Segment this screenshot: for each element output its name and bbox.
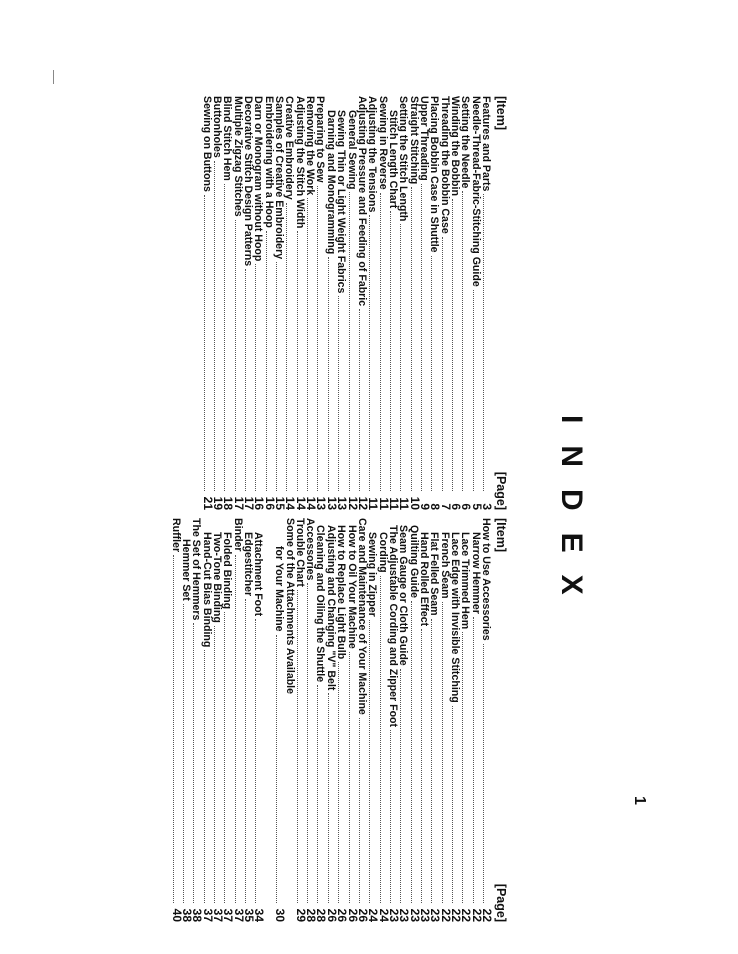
index-entry-page: 13 bbox=[324, 496, 339, 510]
dot-leader bbox=[204, 650, 212, 903]
index-entry-page: 9 bbox=[417, 503, 432, 510]
index-entry-label: Preparing to Sew bbox=[314, 96, 327, 183]
dot-leader bbox=[183, 604, 191, 903]
dot-leader bbox=[390, 730, 398, 903]
page-number: 1 bbox=[631, 796, 648, 805]
index-entry-page: 23 bbox=[428, 908, 443, 922]
dot-leader bbox=[431, 256, 439, 491]
dot-leader bbox=[452, 199, 460, 491]
index-entry-label: Lace Edge with Invisible Stitching bbox=[448, 532, 461, 703]
dot-leader bbox=[328, 693, 336, 903]
index-entry-label: Hand-Cut Bias Binding bbox=[200, 532, 213, 648]
right-index-column bbox=[171, 518, 510, 922]
index-entry bbox=[376, 96, 391, 510]
left-page-header: [Page] bbox=[494, 471, 508, 510]
index-entry-page: 15 bbox=[273, 496, 288, 510]
index-entry-label: Blind Stitch Hem bbox=[221, 96, 234, 181]
index-entry-label: Decorative Stitch Design Patterns bbox=[242, 96, 255, 267]
index-entry-page: 10 bbox=[407, 496, 422, 510]
index-entry-label: Sewing in Zipper bbox=[366, 532, 379, 617]
dot-leader bbox=[297, 231, 305, 491]
index-entry-label: Buttonholes bbox=[211, 96, 224, 158]
index-entry-page: 38 bbox=[190, 908, 205, 922]
index-entry bbox=[482, 518, 492, 922]
index-entry bbox=[314, 518, 329, 922]
index-entry-label: How to Replace Light Bulb bbox=[335, 525, 348, 660]
index-entry-page: 17 bbox=[242, 496, 257, 510]
index-entry-page: 23 bbox=[407, 908, 422, 922]
index-entry bbox=[428, 96, 443, 510]
index-entry-label: How to Use Accessories bbox=[480, 518, 492, 641]
dot-leader bbox=[307, 198, 315, 491]
dot-leader bbox=[255, 264, 263, 491]
index-entry-label: Adjusting Pressure and Feeding of Fabric bbox=[355, 96, 368, 307]
index-entry-page: 11 bbox=[366, 497, 381, 510]
index-entry-page: 22 bbox=[469, 908, 484, 922]
index-entry bbox=[428, 518, 443, 922]
index-entry-page: 22 bbox=[438, 908, 453, 922]
index-entry-page: 7 bbox=[438, 503, 453, 510]
index-entry bbox=[448, 96, 463, 510]
index-entry-page: 17 bbox=[231, 496, 246, 510]
index-entry bbox=[283, 96, 298, 510]
index-entry-label: Adjusting the Tensions bbox=[366, 96, 379, 213]
index-entry-label: Two-Tone Binding bbox=[211, 532, 224, 623]
dot-leader bbox=[328, 257, 336, 491]
index-entry-page: 38 bbox=[180, 908, 195, 922]
index-entry bbox=[242, 96, 257, 510]
dot-leader bbox=[255, 619, 263, 903]
index-entry bbox=[386, 96, 401, 510]
index-entry-label: Embroidering with a Hoop bbox=[262, 96, 275, 228]
dot-leader bbox=[359, 309, 367, 491]
index-entry-page: 3 bbox=[480, 503, 494, 510]
index-entry-page: 8 bbox=[428, 503, 443, 510]
index-entry bbox=[200, 96, 215, 510]
index-entry-label: Removing the Work bbox=[304, 96, 317, 196]
left-entry-list bbox=[202, 96, 492, 510]
index-entry-label: Ruffler bbox=[169, 518, 182, 553]
index-entry-label: Hand Rolled Effect bbox=[417, 532, 430, 627]
index-entry bbox=[293, 518, 308, 922]
dot-leader bbox=[390, 211, 398, 491]
dot-leader bbox=[193, 623, 201, 903]
index-entry bbox=[273, 96, 288, 510]
index-entry bbox=[469, 96, 484, 510]
index-entry-page: 29 bbox=[293, 908, 308, 922]
dot-leader bbox=[235, 555, 243, 903]
index-entry-label: Stitch Length Chart bbox=[386, 110, 399, 209]
index-entry bbox=[469, 518, 484, 922]
index-entry bbox=[252, 96, 267, 510]
index-entry bbox=[231, 518, 246, 922]
dot-leader bbox=[276, 635, 284, 903]
index-entry bbox=[482, 96, 492, 510]
dot-leader bbox=[442, 602, 450, 903]
dot-leader bbox=[307, 583, 315, 903]
right-column-header bbox=[492, 518, 510, 922]
index-entry-label: Straight Stitching bbox=[407, 96, 420, 185]
index-entry bbox=[221, 96, 236, 510]
right-item-header: [Item] bbox=[494, 518, 508, 553]
index-entry bbox=[314, 96, 329, 510]
dot-leader bbox=[359, 718, 367, 903]
dot-leader bbox=[266, 231, 274, 491]
index-entry-page: 12 bbox=[345, 496, 360, 510]
index-entry-page: 26 bbox=[345, 908, 360, 922]
index-entry-page: 23 bbox=[386, 908, 401, 922]
index-entry-label: Hemmer Set bbox=[180, 539, 193, 601]
dot-leader bbox=[224, 184, 232, 491]
dot-leader bbox=[421, 184, 429, 491]
index-entry bbox=[386, 518, 401, 922]
index-entry bbox=[273, 518, 288, 922]
dot-leader bbox=[297, 590, 305, 903]
dot-leader bbox=[483, 644, 491, 903]
index-entry-page: 26 bbox=[324, 908, 339, 922]
dot-leader bbox=[442, 237, 450, 491]
index-entry-page: 26 bbox=[355, 908, 370, 922]
index-entry-page: 37 bbox=[221, 908, 236, 922]
index-entry-label: Sewing on Buttons bbox=[200, 96, 213, 192]
index-entry-label: French Seam bbox=[438, 532, 451, 599]
index-entry-page: 22 bbox=[448, 908, 463, 922]
index-entry-label: General Sewing bbox=[345, 110, 358, 190]
index-entry bbox=[190, 518, 205, 922]
left-item-header: [Item] bbox=[494, 96, 508, 131]
dot-leader bbox=[287, 697, 294, 903]
index-entry-label: Flat Felled Seam bbox=[428, 532, 441, 616]
index-entry bbox=[285, 518, 295, 922]
index-entry bbox=[355, 96, 370, 510]
index-entry-page: 14 bbox=[293, 496, 308, 510]
index-entry-page: 13 bbox=[335, 496, 350, 510]
index-entry-page: 13 bbox=[314, 496, 329, 510]
index-entry-page: 11 bbox=[397, 497, 412, 510]
index-entry-page: 22 bbox=[459, 908, 474, 922]
index-entry bbox=[262, 96, 277, 510]
index-entry-page: 21 bbox=[200, 496, 215, 510]
index-entry-label: Needle-Thread-Fabric-Stitching Guide bbox=[469, 96, 482, 287]
dot-leader bbox=[411, 601, 419, 903]
index-entry bbox=[417, 96, 432, 510]
index-entry-label: Binder bbox=[231, 518, 244, 552]
index-entry-label: Accessories bbox=[304, 518, 317, 581]
index-entry-label: Cording bbox=[376, 532, 389, 573]
index-entry-label: Edgestitcher bbox=[242, 532, 255, 597]
index-entry-label: Trouble Chart bbox=[293, 518, 306, 587]
index-entry-label: Placing Bobbin Case in Shuttle bbox=[428, 96, 441, 253]
dot-leader bbox=[473, 617, 481, 903]
index-entry bbox=[252, 518, 267, 922]
left-column-header bbox=[492, 96, 510, 510]
dot-leader bbox=[286, 203, 294, 491]
index-entry bbox=[397, 96, 412, 510]
dot-leader bbox=[349, 652, 357, 903]
index-entry-label: Sewing Thin or Light Weight Fabrics bbox=[335, 110, 348, 294]
index-entry-label: How to Oil Your Machine bbox=[345, 525, 358, 649]
index-entry-label: Upper Threading bbox=[417, 96, 430, 181]
index-entry bbox=[366, 96, 381, 510]
index-entry bbox=[242, 518, 257, 922]
index-entry-label: The Set of Hemmers bbox=[190, 518, 203, 621]
dot-leader bbox=[338, 296, 346, 491]
index-entry-label: Some of the Attachments Available bbox=[284, 518, 297, 695]
index-entry-label: Adjusting and Changing "V" Belt bbox=[324, 525, 337, 691]
dot-leader bbox=[400, 669, 408, 903]
index-entry-label: Darning and Monogramming bbox=[324, 110, 337, 255]
dot-leader bbox=[369, 215, 377, 491]
index-entry bbox=[407, 96, 422, 510]
dot-leader bbox=[338, 662, 346, 903]
dot-leader bbox=[245, 599, 253, 903]
index-entry-label: Narrow Hemmer bbox=[469, 532, 482, 614]
index-entry-label: Cleaning and Oiling the Shuttle bbox=[314, 525, 327, 683]
dot-leader bbox=[369, 620, 377, 903]
index-entry-page: 16 bbox=[262, 496, 277, 510]
index-entry-page: 35 bbox=[242, 908, 257, 922]
index-entry bbox=[459, 518, 474, 922]
index-entry bbox=[335, 96, 350, 510]
index-entry-page: 37 bbox=[211, 908, 226, 922]
index-entry-label: Samples of Creative Embroidery bbox=[273, 96, 286, 260]
dot-leader bbox=[421, 629, 429, 903]
index-entry-page: 12 bbox=[355, 496, 370, 510]
index-entry bbox=[304, 96, 319, 510]
index-entry-label: Attachment Foot bbox=[252, 532, 265, 617]
index-entry-label: Features and Parts bbox=[480, 96, 492, 192]
index-entry-page: 34 bbox=[252, 908, 267, 922]
dot-leader bbox=[204, 195, 212, 491]
index-entry-label: Care and Maintenance of Your Machine bbox=[355, 518, 368, 715]
dot-leader bbox=[452, 706, 460, 903]
index-entry-page: 30 bbox=[273, 908, 288, 922]
index-entry-page: 18 bbox=[221, 496, 236, 510]
index-entry-page: 37 bbox=[200, 908, 215, 922]
index-entry-page: 24 bbox=[376, 908, 391, 922]
index-entry bbox=[231, 96, 246, 510]
index-entry-page: 37 bbox=[231, 908, 246, 922]
dot-leader bbox=[214, 161, 222, 491]
index-entry bbox=[324, 518, 339, 922]
index-entry-page: 22 bbox=[480, 908, 494, 922]
index-entry bbox=[293, 96, 308, 510]
index-entry bbox=[324, 96, 339, 510]
index-entry bbox=[407, 518, 422, 922]
index-entry bbox=[376, 518, 391, 922]
index-entry bbox=[345, 96, 360, 510]
dot-leader bbox=[380, 576, 388, 903]
index-entry bbox=[180, 518, 195, 922]
index-entry-label: Darn or Monogram without Hoop bbox=[252, 96, 265, 262]
index-entry bbox=[355, 518, 370, 922]
index-entry-label: Setting the Stitch Length bbox=[397, 96, 410, 222]
index-entry bbox=[304, 518, 319, 922]
index-entry-page: 14 bbox=[283, 496, 298, 510]
index-entry-label: Seam Gauge or Cloth Guide bbox=[397, 525, 410, 666]
dot-leader bbox=[235, 220, 243, 491]
index-entry-page: 26 bbox=[335, 908, 350, 922]
scan-mark bbox=[53, 70, 54, 84]
left-index-column bbox=[202, 96, 510, 510]
index-entry-label: The Adjustable Cording and Zipper Foot bbox=[386, 525, 399, 728]
right-page-header: [Page] bbox=[494, 883, 508, 922]
index-entry-page: 6 bbox=[448, 503, 463, 510]
index-entry-page: 23 bbox=[397, 908, 412, 922]
index-entry-page: 28 bbox=[314, 908, 329, 922]
index-entry-page: 40 bbox=[169, 908, 184, 922]
index-entry bbox=[169, 518, 184, 922]
index-entry-page: 11 bbox=[386, 497, 401, 510]
index-entry-page: 14 bbox=[304, 496, 319, 510]
dot-leader bbox=[380, 193, 388, 491]
dot-leader bbox=[214, 626, 222, 903]
index-entry-page: 6 bbox=[459, 503, 474, 510]
dot-leader bbox=[462, 632, 470, 903]
index-entry-label: Sewing in Reverse bbox=[376, 96, 389, 190]
index-entry-label: for Your Machine bbox=[273, 546, 286, 632]
dot-leader bbox=[173, 555, 181, 903]
index-entry bbox=[448, 518, 463, 922]
index-entry bbox=[366, 518, 381, 922]
dot-leader bbox=[224, 612, 232, 903]
index-entry bbox=[335, 518, 350, 922]
index-entry-label: Setting the Needle bbox=[459, 96, 472, 189]
index-entry-label: Threading the Bobbin Case bbox=[438, 96, 451, 234]
dot-leader bbox=[483, 194, 491, 491]
index-entry-label: Adjusting the Stitch Width bbox=[293, 96, 306, 229]
dot-leader bbox=[400, 224, 408, 491]
index-entry bbox=[345, 518, 360, 922]
dot-leader bbox=[245, 269, 253, 491]
index-entry-page: 28 bbox=[304, 908, 319, 922]
index-title: INDEX bbox=[555, 415, 588, 617]
index-entry-label: Quilting Guide bbox=[407, 525, 420, 598]
index-entry bbox=[211, 518, 226, 922]
index-entry-page: 16 bbox=[252, 496, 267, 510]
dot-leader bbox=[411, 187, 419, 491]
index-entry-page: 5 bbox=[469, 503, 484, 510]
dot-leader bbox=[276, 262, 284, 491]
right-entry-list bbox=[171, 518, 492, 922]
index-entry-page: 24 bbox=[366, 908, 381, 922]
index-entry bbox=[200, 518, 215, 922]
index-entry bbox=[221, 518, 236, 922]
index-entry-label: Folded Binding bbox=[221, 532, 234, 610]
index-entry-label: Multiple Zigzag Stitches bbox=[231, 96, 244, 217]
dot-leader bbox=[349, 192, 357, 491]
index-entry bbox=[459, 96, 474, 510]
dot-leader bbox=[462, 191, 470, 491]
index-entry-label: Lace Trimmed Hem bbox=[459, 532, 472, 630]
index-entry bbox=[417, 518, 432, 922]
index-entry-page: 11 bbox=[376, 497, 391, 510]
index-entry-label: Creative Embroidery bbox=[283, 96, 296, 200]
index-entry-page: 23 bbox=[417, 908, 432, 922]
index-entry-page: 19 bbox=[211, 496, 226, 510]
dot-leader bbox=[431, 619, 439, 903]
dot-leader bbox=[473, 290, 481, 491]
dot-leader bbox=[318, 685, 326, 903]
index-entry-label: Winding the Bobbin bbox=[448, 96, 461, 196]
index-entry bbox=[397, 518, 412, 922]
index-entry bbox=[438, 96, 453, 510]
dot-leader bbox=[318, 186, 326, 491]
index-entry bbox=[438, 518, 453, 922]
